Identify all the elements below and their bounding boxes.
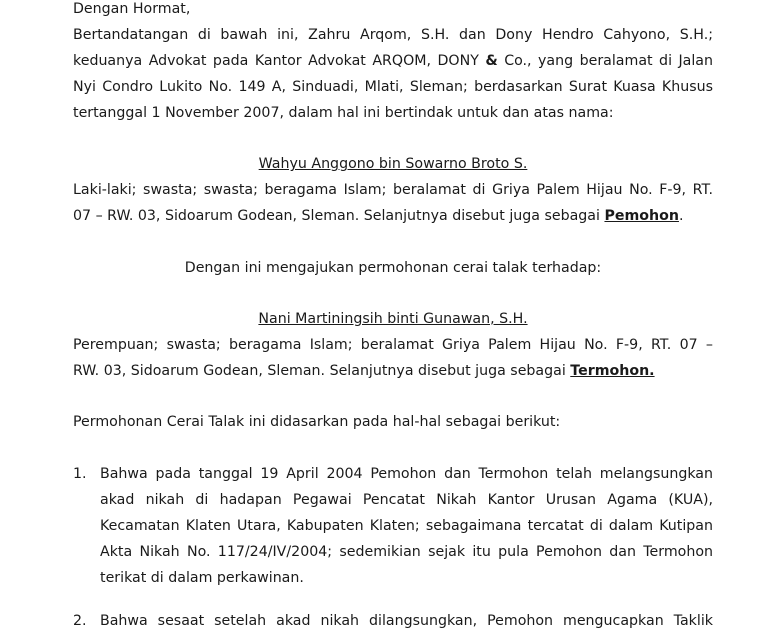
salutation: Dengan Hormat,: [73, 1, 191, 17]
applicant-line-2-end: .: [678, 208, 684, 224]
list-item-line: Kecamatan Klaten Utara, Kabupaten Klaten; sebagaimana tercatat di dalam Kutipan: [100, 518, 713, 534]
ampersand: &: [485, 53, 498, 69]
applicant-name-text: Wahyu Anggono bin Sowarno Broto S.: [258, 156, 528, 172]
intro-line-1: Bertandatangan di bawah ini, Zahru Arqom, S.H. dan Dony Hendro Cahyono, S.H.;: [73, 27, 713, 43]
list-item-line: Akta Nikah No. 117/24/IV/2004; sedemikian sejak itu pula Pemohon dan Termohon: [100, 544, 713, 560]
intro-line-2-text-b: Co., yang beralamat di Jalan: [497, 53, 713, 69]
respondent-line-1: Perempuan; swasta; beragama Islam; beralamat Griya Palem Hijau No. F-9, RT. 07 –: [73, 337, 713, 353]
respondent-line-2: [73, 362, 655, 380]
intro-line-4: tertanggal 1 November 2007, dalam hal ini bertindak untuk dan atas nama:: [73, 105, 614, 121]
list-item-line: Bahwa sesaat setelah akad nikah dilangsungkan, Pemohon mengucapkan Taklik: [100, 613, 713, 629]
list-item-line: terikat di dalam perkawinan.: [100, 570, 304, 586]
intro-line-2: [73, 52, 713, 70]
applicant-line-1: Laki-laki; swasta; swasta; beragama Islam; beralamat di Griya Palem Hijau No. F-9, RT.: [73, 182, 713, 198]
applicant-line-2-text: 07 – RW. 03, Sidoarum Godean, Sleman. Selanjutnya disebut juga sebagai: [73, 208, 605, 224]
intro-line-3: Nyi Condro Lukito No. 149 A, Sinduadi, Mlati, Sleman; berdasarkan Surat Kuasa Khusus: [73, 79, 713, 95]
list-item-line: Bahwa pada tanggal 19 April 2004 Pemohon dan Termohon telah melangsungkan: [100, 466, 713, 482]
basis-statement: Permohonan Cerai Talak ini didasarkan pada hal-hal sebagai berikut:: [73, 414, 561, 430]
list-item-number: 2.: [73, 613, 87, 629]
list-item-number: 1.: [73, 466, 87, 482]
applicant-role: Pemohon: [604, 208, 679, 224]
respondent-line-2-text: RW. 03, Sidoarum Godean, Sleman. Selanjutnya disebut juga sebagai: [73, 363, 571, 379]
intro-line-2-text-a: keduanya Advokat pada Kantor Advokat ARQOM, DONY: [73, 53, 486, 69]
list-item-line: akad nikah di hadapan Pegawai Pencatat Nikah Kantor Urusan Agama (KUA),: [100, 492, 713, 508]
respondent-role: Termohon.: [570, 363, 655, 379]
respondent-name-text: Nani Martiningsih binti Gunawan, S.H.: [258, 311, 528, 327]
respondent-name: [73, 310, 713, 328]
applicant-name: [73, 155, 713, 173]
applicant-line-2: [73, 207, 683, 225]
petition-statement: Dengan ini mengajukan permohonan cerai talak terhadap:: [184, 260, 602, 276]
